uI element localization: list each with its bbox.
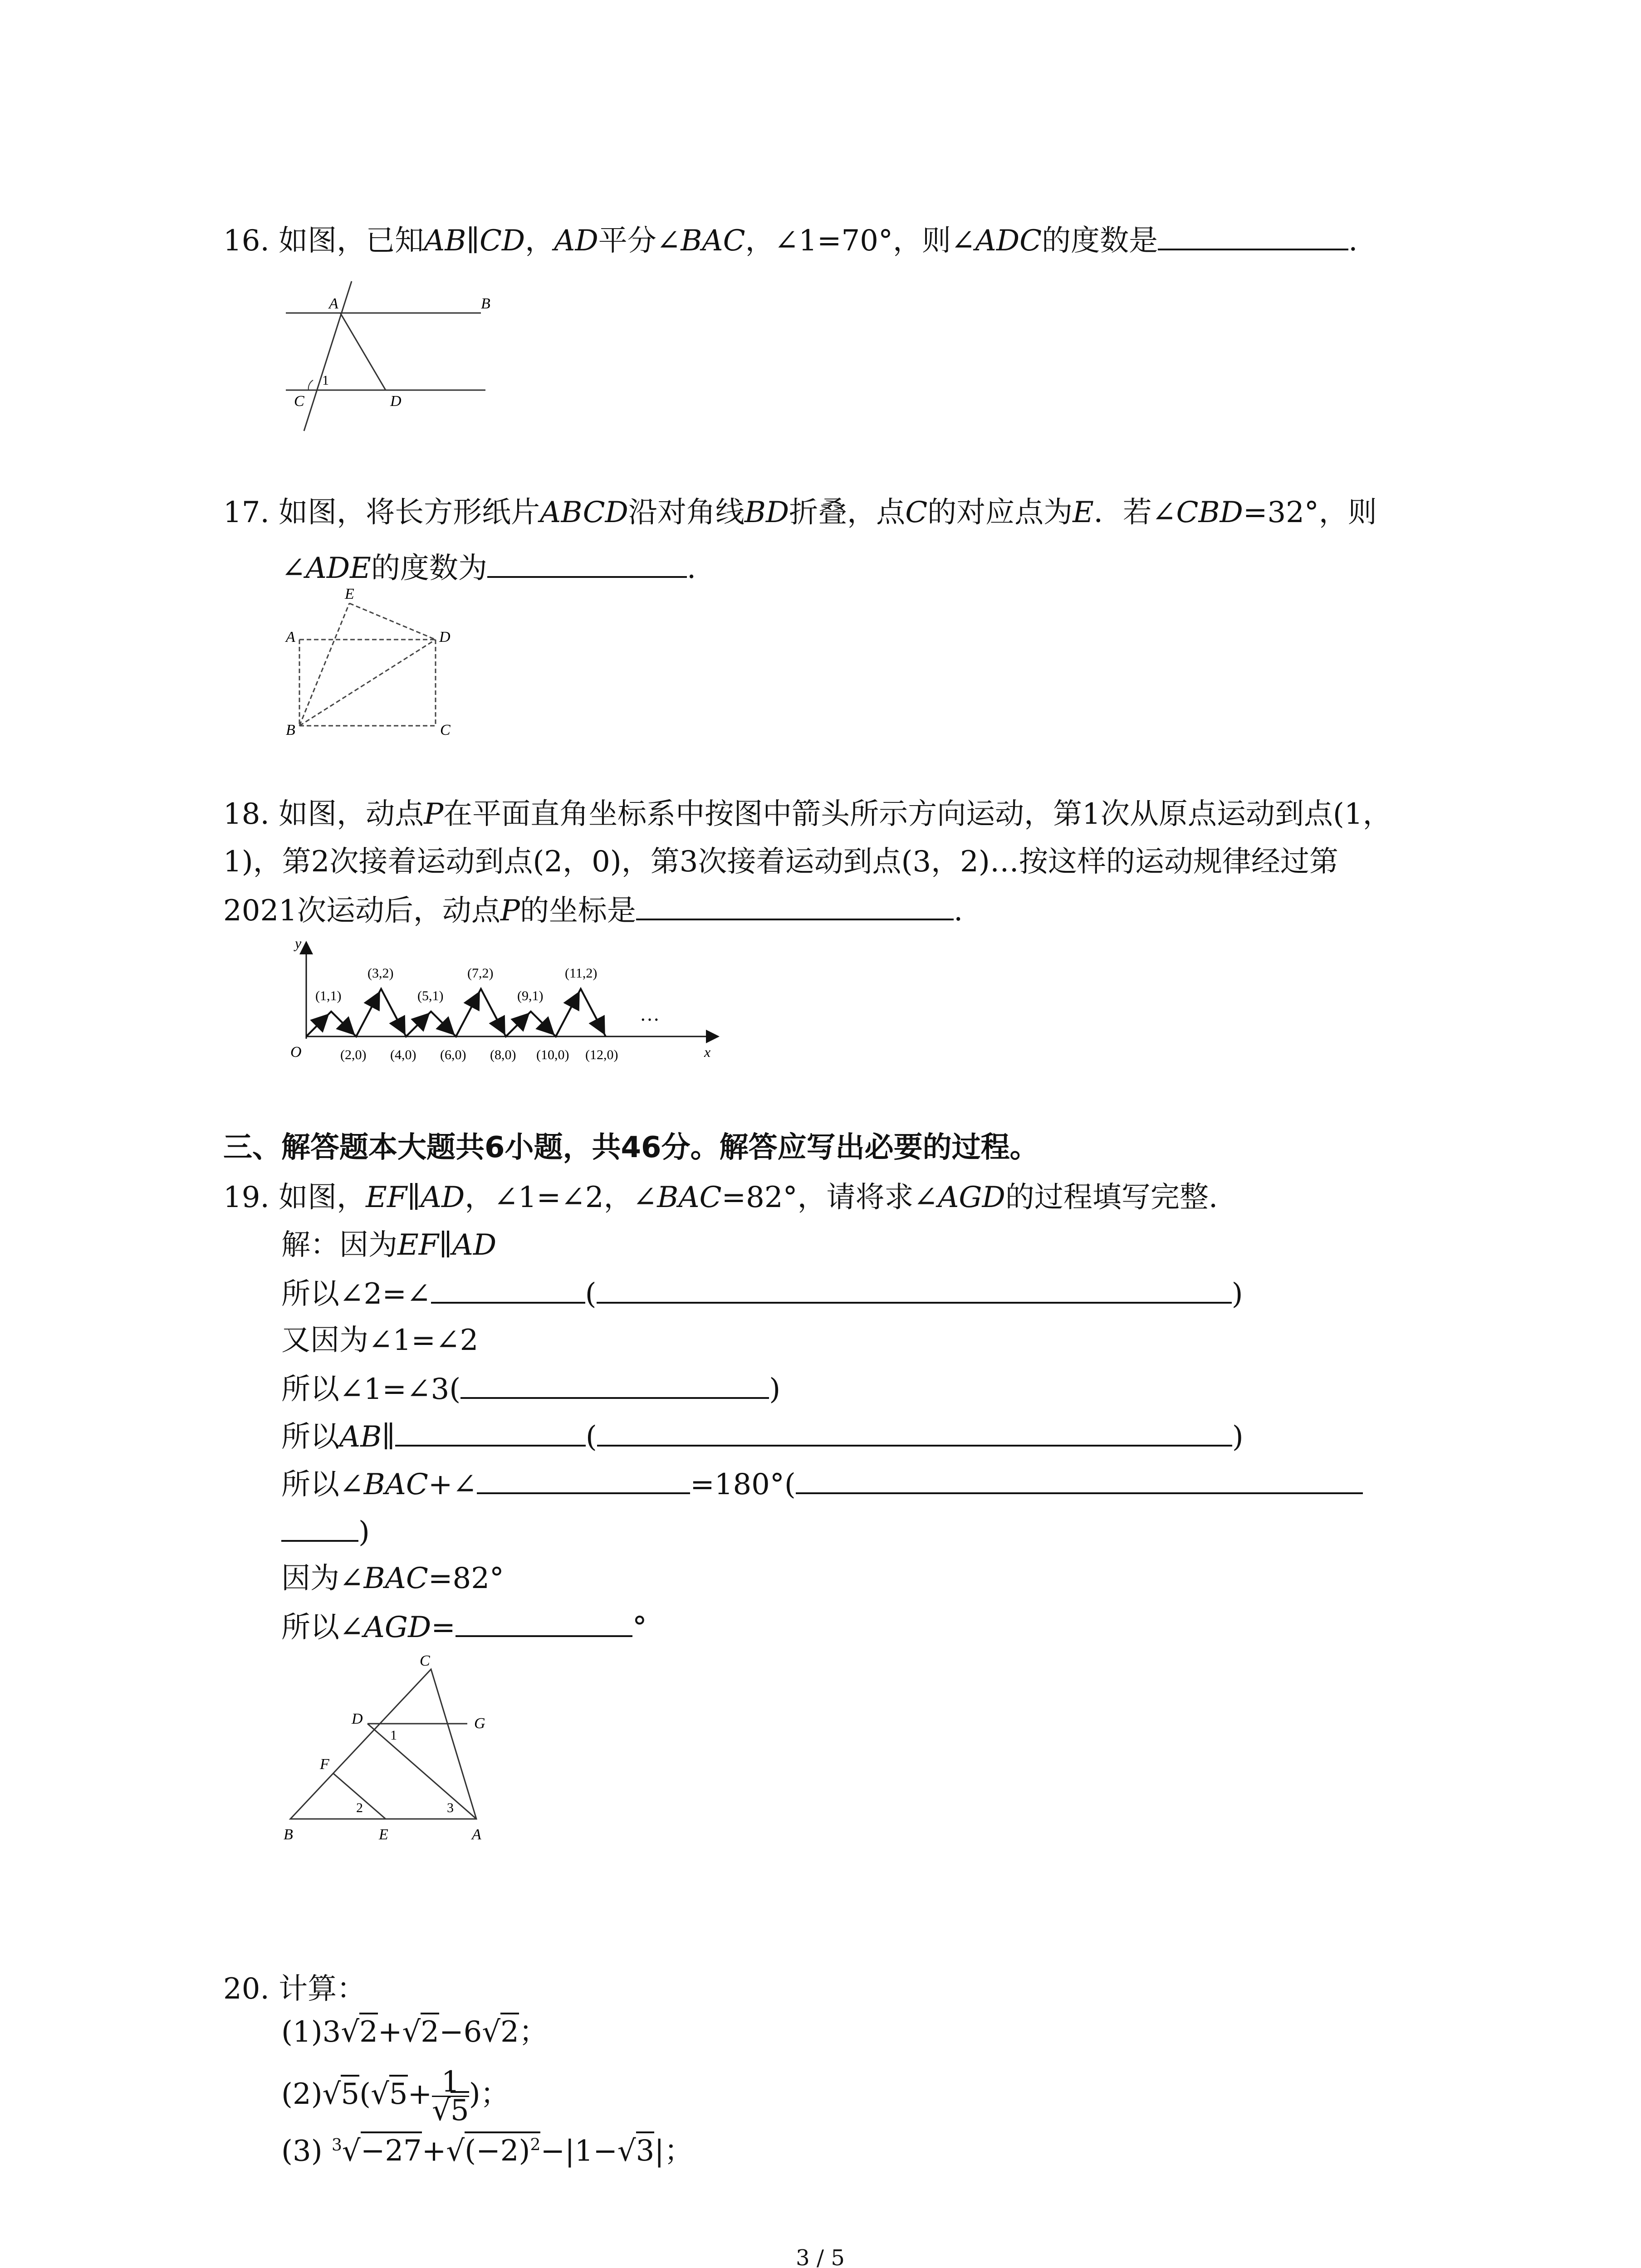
q18-line3: 2021次运动后，动点P的坐标是 . xyxy=(223,891,963,929)
q19-label-b: B xyxy=(284,1826,293,1843)
q19-label-e: E xyxy=(379,1826,388,1843)
q16-label-c: C xyxy=(294,393,304,410)
q18-origin: O xyxy=(290,1044,302,1061)
q18-top-label: (3,2) xyxy=(367,966,394,981)
q20-part2: (2)√5(√5+ $\frac{1}{√5}$ )； xyxy=(281,2065,509,2127)
q19-line7: 所以∠BAC+∠ =180°( xyxy=(281,1465,1363,1503)
q18-figure xyxy=(281,934,735,1070)
q17-line2: ∠ADE的度数为 . xyxy=(281,549,696,587)
q20-title: 20. 计算： xyxy=(223,1972,366,2006)
q17-figure xyxy=(281,585,472,739)
q19-label-f: F xyxy=(320,1756,329,1773)
q18-top-label: (7,2) xyxy=(467,966,494,981)
q18-top-label: (5,1) xyxy=(417,988,444,1003)
q19-label-1: 1 xyxy=(390,1728,397,1743)
q19-line10: 所以∠AGD= ° xyxy=(281,1608,647,1646)
q17-label-c: C xyxy=(440,722,451,738)
q19-blank-parallel[interactable] xyxy=(395,1418,586,1447)
q16-answer-blank[interactable] xyxy=(1158,221,1348,250)
q19-line2: 解：因为EF∥AD xyxy=(281,1228,497,1262)
q19-blank-angle[interactable] xyxy=(431,1275,585,1304)
q17-label-a: A xyxy=(286,629,295,645)
q19-line5: 所以∠1=∠3( ) xyxy=(281,1370,780,1408)
q19-label-c: C xyxy=(420,1652,430,1669)
q19-label-3: 3 xyxy=(447,1800,454,1815)
q18-bottom-label: (12,0) xyxy=(585,1047,618,1062)
q19-figure xyxy=(277,1652,513,1846)
q20-part1: (1)3√2+√2−6√2； xyxy=(281,2014,548,2050)
q19-blank-reason2[interactable] xyxy=(460,1370,769,1399)
q16-label-d: D xyxy=(390,393,402,410)
q19-line4: 又因为∠1=∠2 xyxy=(281,1324,479,1357)
q19-label-2: 2 xyxy=(356,1800,363,1815)
q19-line9: 因为∠BAC=82° xyxy=(281,1562,504,1595)
q19-blank-angle2[interactable] xyxy=(477,1465,690,1494)
q17-label-b: B xyxy=(286,722,295,738)
q19-blank-answer[interactable] xyxy=(456,1608,632,1637)
q19-label-a: A xyxy=(472,1826,481,1843)
q18-bottom-label: (6,0) xyxy=(440,1047,466,1062)
q18-bottom-label: (8,0) xyxy=(490,1047,516,1062)
q19-blank-reason4[interactable] xyxy=(796,1465,1363,1494)
q16-label-b: B xyxy=(481,295,490,312)
q18-top-label: (11,2) xyxy=(565,966,598,981)
q16-label-a: A xyxy=(329,295,338,312)
q18-dots: … xyxy=(640,1003,660,1025)
q18-bottom-label: (2,0) xyxy=(340,1047,367,1062)
q18-top-label: (9,1) xyxy=(517,988,544,1003)
q19-blank-reason3[interactable] xyxy=(597,1418,1232,1447)
q17-label-d: D xyxy=(439,629,451,645)
q19-line1: 19. 如图，EF∥AD，∠1=∠2，∠BAC=82°，请将求∠AGD的过程填写完整. xyxy=(223,1181,1218,1214)
q17-line1: 17. 如图，将长方形纸片ABCD沿对角线BD折叠，点C的对应点为E．若∠CBD=32°，则 xyxy=(223,496,1377,529)
q16-text: 16. 如图，已知AB∥CD，AD平分∠BAC，∠1=70°，则∠ADC的度数是 . xyxy=(223,221,1357,259)
q18-answer-blank[interactable] xyxy=(636,891,954,920)
q19-blank-reason4-cont[interactable] xyxy=(281,1513,358,1542)
q16-figure xyxy=(281,281,517,431)
q18-line1: 18. 如图，动点P在平面直角坐标系中按图中箭头所示方向运动，第1次从原点运动到点(1， xyxy=(223,797,1392,831)
q18-bottom-label: (4,0) xyxy=(390,1047,416,1062)
q19-label-g: G xyxy=(474,1715,485,1732)
q17-label-e: E xyxy=(345,586,354,602)
q19-label-d: D xyxy=(352,1711,363,1727)
section3-heading: 三、解答题本大题共6小题，共46分。解答应写出必要的过程。 xyxy=(223,1131,1039,1164)
q18-axis-x: x xyxy=(704,1044,711,1060)
q20-part3: (3) $^3√-27+√(-2)^2-|1-√3|$； xyxy=(281,2127,693,2169)
q17-answer-blank[interactable] xyxy=(487,549,687,578)
q19-line3: 所以∠2=∠ ( ) xyxy=(281,1275,1243,1312)
q19-line6: 所以AB∥ ( ) xyxy=(281,1418,1244,1455)
q18-top-label: (1,1) xyxy=(315,988,342,1003)
q18-axis-y: y xyxy=(295,935,302,951)
page-number: 3 / 5 xyxy=(796,2245,845,2268)
q19-line8: ) xyxy=(281,1513,370,1550)
q18-bottom-label: (10,0) xyxy=(536,1047,569,1062)
q19-blank-reason1[interactable] xyxy=(597,1275,1232,1304)
q16-label-1: 1 xyxy=(322,373,329,388)
q18-line2: 1)，第2次接着运动到点(2，0)，第3次接着运动到点(3，2)…按这样的运动规律经过第 xyxy=(223,845,1338,879)
